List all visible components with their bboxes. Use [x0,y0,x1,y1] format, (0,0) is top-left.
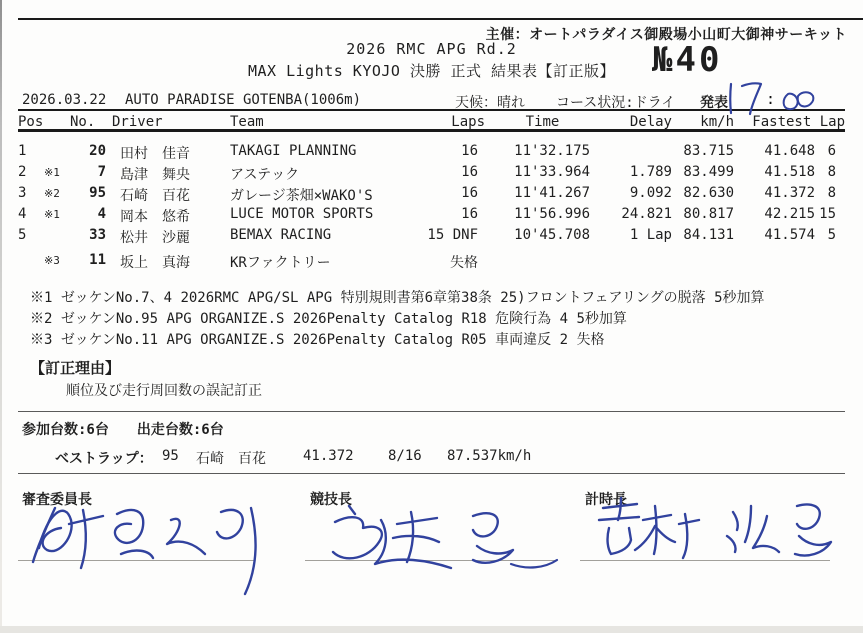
cell-no: 7 [97,164,106,180]
bestlap-speed: 87.537km/h [447,448,532,464]
race-date: 2026.03.22 [22,92,107,108]
cell-team: BEMAX RACING [230,227,332,243]
cell-laps: 16 [461,206,478,222]
participation-stats [22,419,224,439]
col-header-kmh: km/h [700,114,734,130]
signature-chief-steward [25,486,275,598]
cell-no: 11 [89,252,106,268]
cell-kmh: 83.715 [683,143,734,159]
table-header [0,114,863,130]
document-number: №40 [652,40,723,80]
weather: 天候：晴れ [455,95,525,111]
cell-pos: 1 [18,143,27,159]
bestlap-no: 95 [162,448,179,464]
cell-flap: 8 [827,185,836,201]
cell-delay: 9.092 [629,185,672,201]
col-header-delay: Delay [629,114,672,130]
announce-label: 発表 [700,95,728,111]
cell-driver: 石崎 百花 [120,188,190,204]
col-header-fastest: Fastest Lap [752,114,845,130]
col-header-pos: Pos [18,114,44,130]
handwritten-announce-time [722,79,822,117]
cell-laps: 16 [461,143,478,159]
cell-driver: 坂上 真海 [120,255,190,271]
penalty-note: ※2 ゼッケンNo.95 APG ORGANIZE.S 2026Penalty Catalog R18 危険行為 4 5秒加算 [30,311,627,327]
official-title-clerk: 競技長 [310,492,352,508]
cell-laps: 16 [461,185,478,201]
cell-delay: 24.821 [621,206,672,222]
cell-no: 33 [89,227,106,243]
table-row [0,185,863,206]
cell-driver: 松井 沙麗 [120,230,190,246]
table-row [0,143,863,164]
bestlap-time: 41.372 [303,448,354,464]
cell-fastest: 41.574 [764,227,815,243]
cell-flap: 15 [819,206,836,222]
cell-note: ※1 [44,208,60,221]
scan-edge-bottom [0,626,863,633]
cell-kmh: 82.630 [683,185,734,201]
penalty-note: ※3 ゼッケンNo.11 APG ORGANIZE.S 2026Penalty Catalog R05 車両違反 2 失格 [30,332,605,348]
rule-mid-1 [18,411,845,412]
cell-note: ※1 [44,166,60,179]
entry-count: 参加台数:6台 [22,422,109,438]
cell-time: 11'32.175 [514,143,590,159]
cell-pos: 2 [18,164,27,180]
course-condition: コース状況:ドライ [556,95,676,111]
organizer-line: 主催：オートパラダイス御殿場小山町大御神サーキット [485,27,847,43]
correction-heading: 【訂正理由】 [30,359,121,377]
rule-top [18,18,863,20]
col-header-no: No. [70,114,96,130]
signature-chief-timekeeper [585,494,835,576]
cell-team: KRファクトリー [230,255,331,271]
cell-team: LUCE MOTOR SPORTS [230,206,374,222]
bestlap-label: ベストラップ： [55,451,153,467]
table-row [0,206,863,227]
bestlap-driver: 石崎 百花 [196,451,266,467]
cell-time: 11'41.267 [514,185,590,201]
official-title-steward: 審査委員長 [22,492,92,508]
cell-team: ガレージ茶畑×WAKO'S [230,188,373,204]
results-rows [0,143,863,273]
cell-laps: 15 DNF [427,227,478,243]
cell-no: 4 [97,206,106,222]
table-row [0,164,863,185]
cell-driver: 島津 舞央 [120,167,190,183]
col-header-laps: Laps [451,114,485,130]
col-header-time: Time [525,114,560,130]
signature-clerk-of-course [315,498,565,588]
table-row [0,227,863,248]
venue: AUTO PARADISE GOTENBA(1006m) [125,92,362,108]
event-title: 2026 RMC APG Rd.2 [346,40,517,58]
correction-reason: 順位及び走行周回数の誤記訂正 [66,383,262,399]
cell-no: 95 [89,185,106,201]
cell-kmh: 80.817 [683,206,734,222]
cell-kmh: 84.131 [683,227,734,243]
starter-count: 出走台数:6台 [136,422,224,438]
announce-colon: : [766,90,776,108]
col-header-team: Team [230,114,264,130]
cell-fastest: 42.215 [764,206,815,222]
official-title-timekeeper: 計時長 [585,492,627,508]
cell-time: 11'33.964 [514,164,590,180]
cell-fastest: 41.372 [764,185,815,201]
cell-no: 20 [89,143,106,159]
col-header-driver: Driver [112,114,163,130]
cell-flap: 6 [827,143,836,159]
cell-laps: 16 [461,164,478,180]
cell-time: 11'56.996 [514,206,590,222]
table-row [0,252,863,273]
result-title: MAX Lights KYOJO 決勝 正式 結果表【訂正版】 [247,62,616,80]
cell-note: ※3 [44,254,60,267]
penalty-notes [30,288,765,351]
cell-flap: 5 [827,227,836,243]
rule-mid-2 [18,473,845,474]
cell-driver: 田村 佳音 [120,146,190,162]
cell-kmh: 83.499 [683,164,734,180]
cell-pos: 5 [18,227,27,243]
cell-note: ※2 [44,187,60,200]
cell-delay: 1.789 [629,164,672,180]
bestlap-lap: 8/16 [388,448,422,464]
cell-laps: 失格 [450,255,478,271]
cell-team: アステック [230,167,300,183]
cell-time: 10'45.708 [514,227,590,243]
cell-flap: 8 [827,164,836,180]
cell-pos: 3 [18,185,27,201]
cell-fastest: 41.518 [764,164,815,180]
cell-team: TAKAGI PLANNING [230,143,357,159]
cell-fastest: 41.648 [764,143,815,159]
cell-delay: 1 Lap [629,227,672,243]
penalty-note: ※1 ゼッケンNo.7、4 2026RMC APG/SL APG 特別規則書第6章第38条 25)フロントフェアリングの脱落 5秒加算 [30,290,765,306]
cell-driver: 岡本 悠希 [120,209,190,225]
scan-edge-left [0,0,2,633]
cell-pos: 4 [18,206,27,222]
